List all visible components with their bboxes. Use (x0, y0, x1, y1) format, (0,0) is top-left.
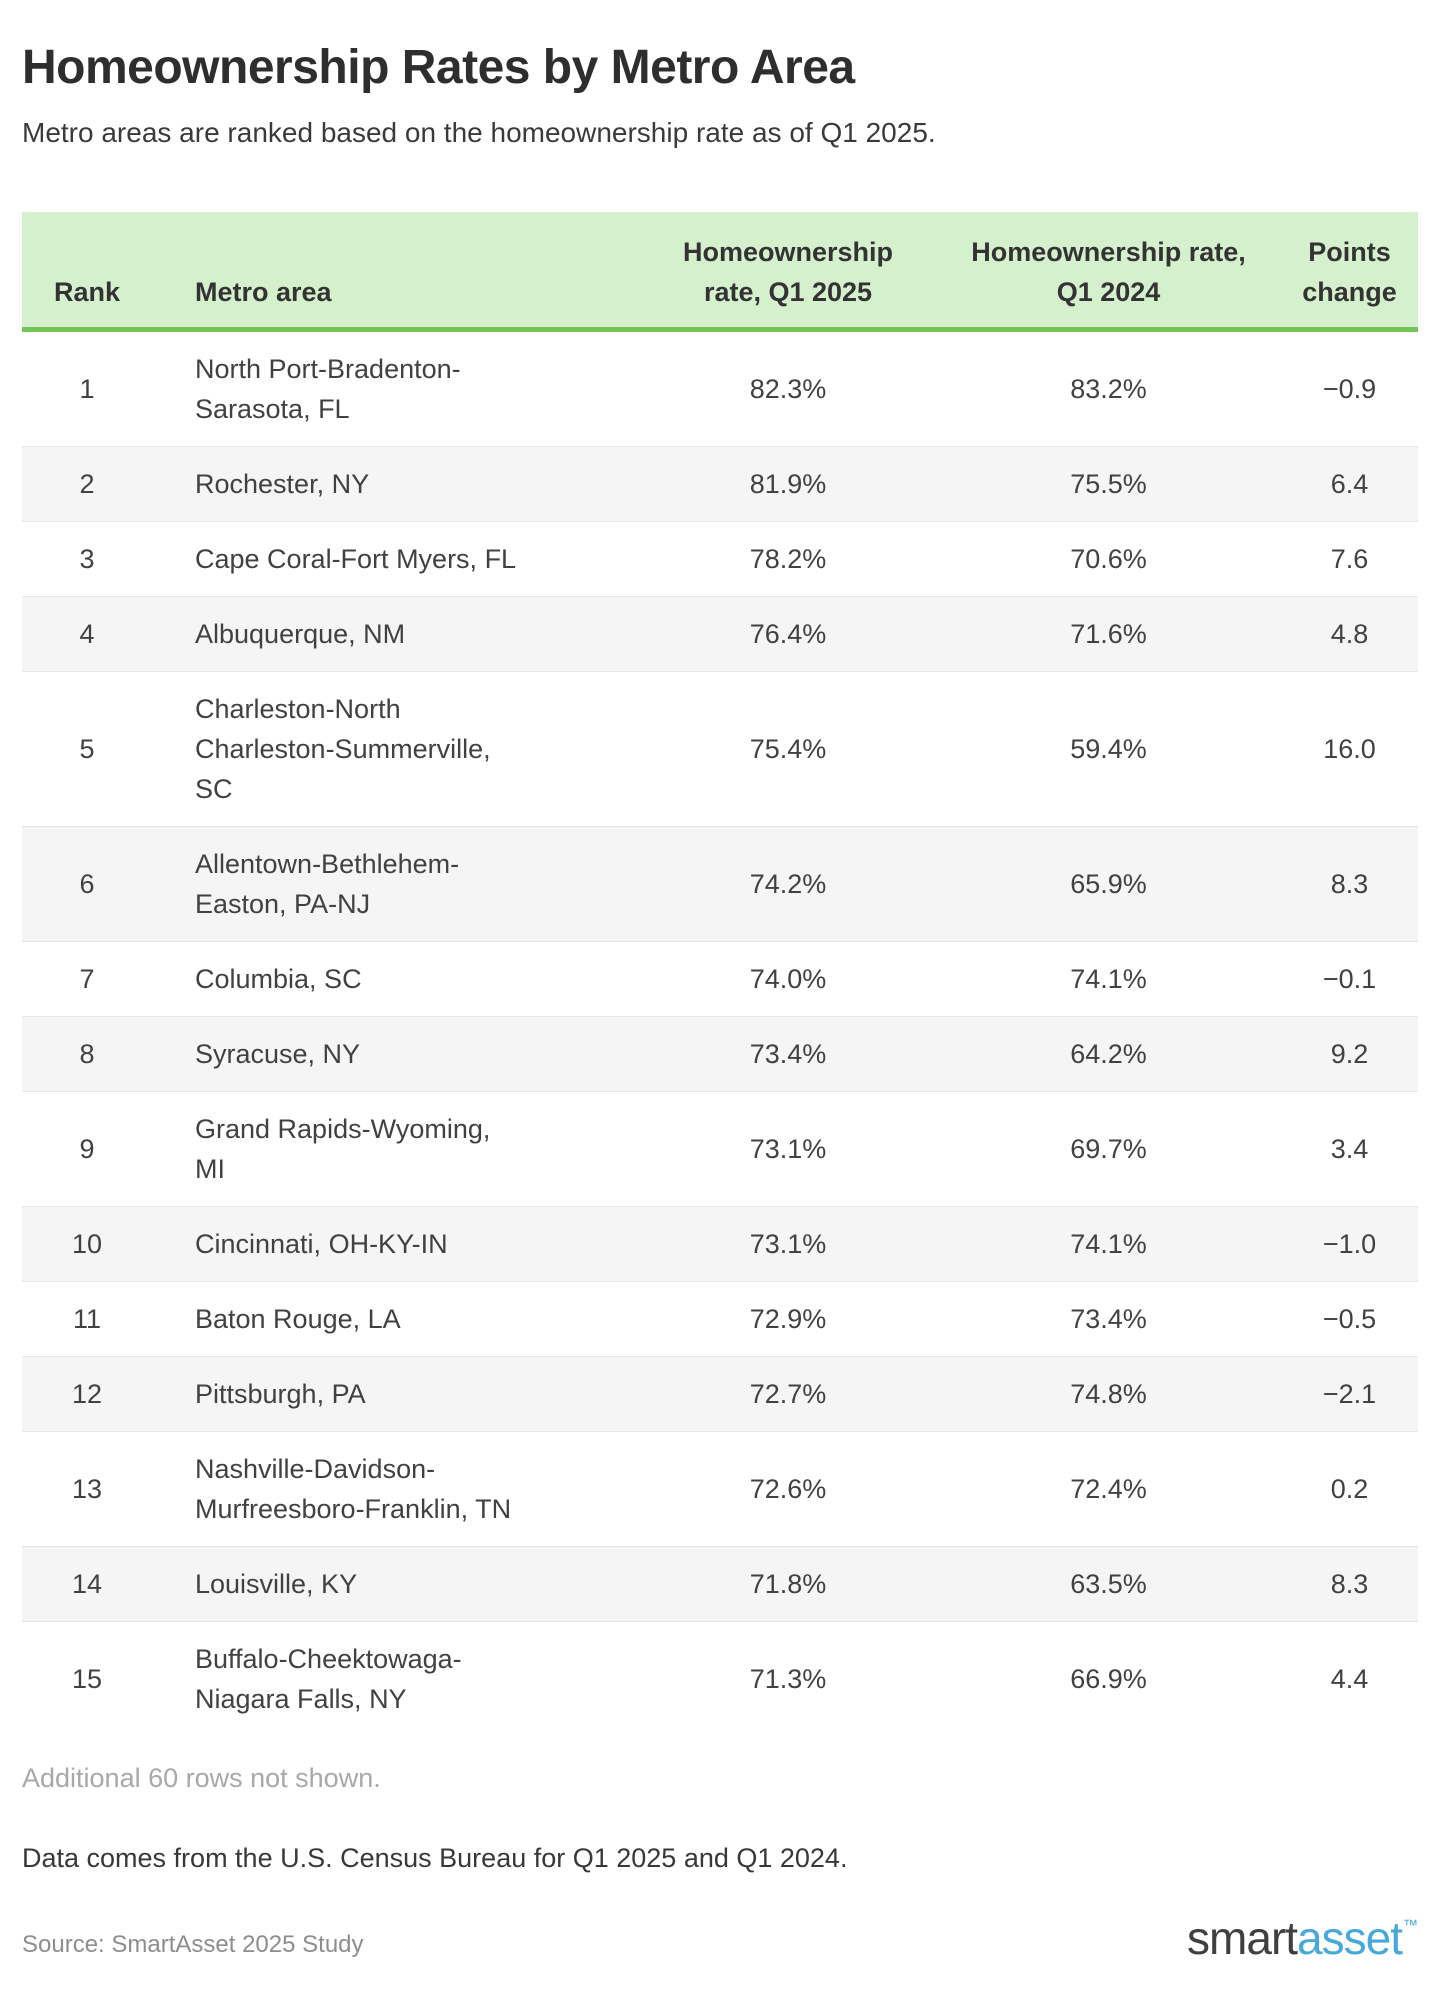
rate-2025-cell: 72.9% (749, 1304, 827, 1334)
points-change-cell: 4.4 (1330, 1664, 1369, 1694)
points-change-cell: −2.1 (1322, 1379, 1377, 1409)
rate-2024-cell: 70.6% (1070, 544, 1147, 574)
table-body (22, 330, 1418, 1737)
column-header-metro: Metro area (152, 212, 640, 330)
points-change-cell: 16.0 (1323, 734, 1376, 764)
points-change-cell: 9.2 (1330, 1039, 1369, 1069)
additional-rows-note: Additional 60 rows not shown. (22, 1763, 381, 1793)
metro-cell (152, 1017, 640, 1092)
metro-cell (152, 942, 640, 1017)
data-source-note: Data comes from the U.S. Census Bureau for Q1 2025 and Q1 2024. (22, 1843, 848, 1873)
metro-name: Baton Rouge, LA (195, 1304, 401, 1334)
metro-name: Charleston-North Charleston-Summerville, SC (195, 694, 491, 804)
metro-cell (152, 522, 640, 597)
metro-name: Syracuse, NY (195, 1039, 361, 1069)
page-title: Homeownership Rates by Metro Area (22, 41, 855, 94)
rate-2024-cell: 69.7% (1070, 1134, 1147, 1164)
smartasset-logo (1187, 1903, 1418, 1964)
rank-cell: 7 (79, 964, 95, 994)
metro-cell (152, 1357, 640, 1432)
rank-cell: 3 (79, 544, 95, 574)
metro-name: Buffalo-Cheektowaga-Niagara Falls, NY (195, 1644, 462, 1714)
metro-name: North Port-Bradenton-Sarasota, FL (195, 354, 461, 424)
rate-2024-cell: 75.5% (1070, 469, 1147, 499)
metro-name: Columbia, SC (195, 964, 362, 994)
rate-2025-cell: 72.6% (749, 1474, 827, 1504)
table-row (22, 1207, 1418, 1282)
table-row (22, 942, 1418, 1017)
metro-cell (152, 1207, 640, 1282)
column-header-rate-2025: Homeownership rate, Q1 2025 (640, 212, 936, 330)
rate-2025-cell: 72.7% (749, 1379, 827, 1409)
metro-cell (152, 447, 640, 522)
rate-2025-cell: 74.0% (749, 964, 827, 994)
points-change-cell: 6.4 (1330, 469, 1369, 499)
logo-asset: asset (1297, 1912, 1402, 1964)
rate-2024-cell: 74.1% (1070, 964, 1147, 994)
rank-cell: 1 (79, 374, 95, 404)
table-row (22, 1017, 1418, 1092)
rate-2024-cell: 63.5% (1070, 1569, 1147, 1599)
points-change-cell: 0.2 (1330, 1474, 1369, 1504)
column-header-rate-2024: Homeownership rate, Q1 2024 (936, 212, 1281, 330)
metro-name: Allentown-Bethlehem-Easton, PA-NJ (195, 849, 460, 919)
table-row (22, 1547, 1418, 1622)
rank-cell: 8 (79, 1039, 95, 1069)
metro-name: Louisville, KY (195, 1569, 358, 1599)
metro-cell (152, 597, 640, 672)
rate-2025-cell: 71.3% (749, 1664, 827, 1694)
rate-2024-cell: 59.4% (1070, 734, 1147, 764)
points-change-cell: −1.0 (1322, 1229, 1377, 1259)
rate-2025-cell: 73.1% (749, 1134, 827, 1164)
metro-cell (152, 672, 640, 827)
table-row (22, 827, 1418, 942)
metro-cell (152, 1432, 640, 1547)
metro-name: Albuquerque, NM (195, 619, 406, 649)
metro-name: Nashville-Davidson-Murfreesboro-Franklin, TN (195, 1454, 512, 1524)
table-row (22, 330, 1418, 447)
table-row (22, 1092, 1418, 1207)
metro-name: Cincinnati, OH-KY-IN (195, 1229, 448, 1259)
rate-2025-cell: 76.4% (749, 619, 827, 649)
logo-trademark: ™ (1403, 1917, 1418, 1934)
rank-cell: 12 (71, 1379, 103, 1409)
rate-2025-cell: 81.9% (749, 469, 827, 499)
points-change-cell: 3.4 (1330, 1134, 1369, 1164)
table-row (22, 1357, 1418, 1432)
source-note: Source: SmartAsset 2025 Study (22, 1931, 364, 1958)
points-change-cell: 8.3 (1330, 1569, 1369, 1599)
rank-cell: 10 (71, 1229, 103, 1259)
rate-2024-cell: 65.9% (1070, 869, 1147, 899)
rate-2025-cell: 78.2% (749, 544, 827, 574)
table-row (22, 1282, 1418, 1357)
footer-row (22, 1903, 1418, 1964)
rank-cell: 6 (79, 869, 95, 899)
metro-cell (152, 1622, 640, 1737)
table-header-row (22, 212, 1418, 330)
rank-cell: 13 (71, 1474, 103, 1504)
table-row (22, 522, 1418, 597)
points-change-cell: −0.5 (1322, 1304, 1377, 1334)
rank-cell: 15 (71, 1664, 103, 1694)
metro-cell (152, 827, 640, 942)
metro-cell (152, 330, 640, 447)
rate-2025-cell: 75.4% (749, 734, 827, 764)
metro-cell (152, 1547, 640, 1622)
table-row (22, 672, 1418, 827)
rank-cell: 11 (72, 1304, 102, 1334)
points-change-cell: 4.8 (1330, 619, 1369, 649)
rank-cell: 14 (71, 1569, 103, 1599)
rate-2025-cell: 73.1% (749, 1229, 827, 1259)
table-row (22, 1622, 1418, 1737)
rate-2024-cell: 66.9% (1070, 1664, 1147, 1694)
rate-2025-cell: 74.2% (749, 869, 827, 899)
page-subtitle: Metro areas are ranked based on the homeownership rate as of Q1 2025. (22, 117, 936, 148)
metro-cell (152, 1282, 640, 1357)
table-header (22, 212, 1418, 330)
points-change-cell: 8.3 (1330, 869, 1369, 899)
column-header-change: Points change (1281, 212, 1418, 330)
rate-2024-cell: 74.1% (1070, 1229, 1147, 1259)
rate-2024-cell: 64.2% (1070, 1039, 1147, 1069)
table-row (22, 1432, 1418, 1547)
table-row (22, 447, 1418, 522)
rate-2024-cell: 71.6% (1070, 619, 1147, 649)
metro-name: Cape Coral-Fort Myers, FL (195, 544, 517, 574)
rank-cell: 2 (79, 469, 95, 499)
metro-cell (152, 1092, 640, 1207)
metro-name: Rochester, NY (195, 469, 370, 499)
metro-name: Grand Rapids-Wyoming, MI (195, 1114, 491, 1184)
rate-2025-cell: 71.8% (749, 1569, 827, 1599)
rate-2024-cell: 73.4% (1070, 1304, 1147, 1334)
column-header-rank: Rank (22, 212, 152, 330)
rate-2024-cell: 83.2% (1070, 374, 1147, 404)
points-change-cell: 7.6 (1330, 544, 1369, 574)
metro-name: Pittsburgh, PA (195, 1379, 366, 1409)
points-change-cell: −0.1 (1322, 964, 1377, 994)
points-change-cell: −0.9 (1322, 374, 1377, 404)
rate-2024-cell: 72.4% (1070, 1474, 1147, 1504)
rank-cell: 9 (79, 1134, 95, 1164)
rank-cell: 5 (79, 734, 95, 764)
rankings-table (22, 212, 1418, 1736)
rank-cell: 4 (79, 619, 95, 649)
rate-2025-cell: 73.4% (749, 1039, 827, 1069)
table-row (22, 597, 1418, 672)
rate-2024-cell: 74.8% (1070, 1379, 1147, 1409)
logo-smart: smart (1187, 1912, 1298, 1964)
rate-2025-cell: 82.3% (749, 374, 827, 404)
